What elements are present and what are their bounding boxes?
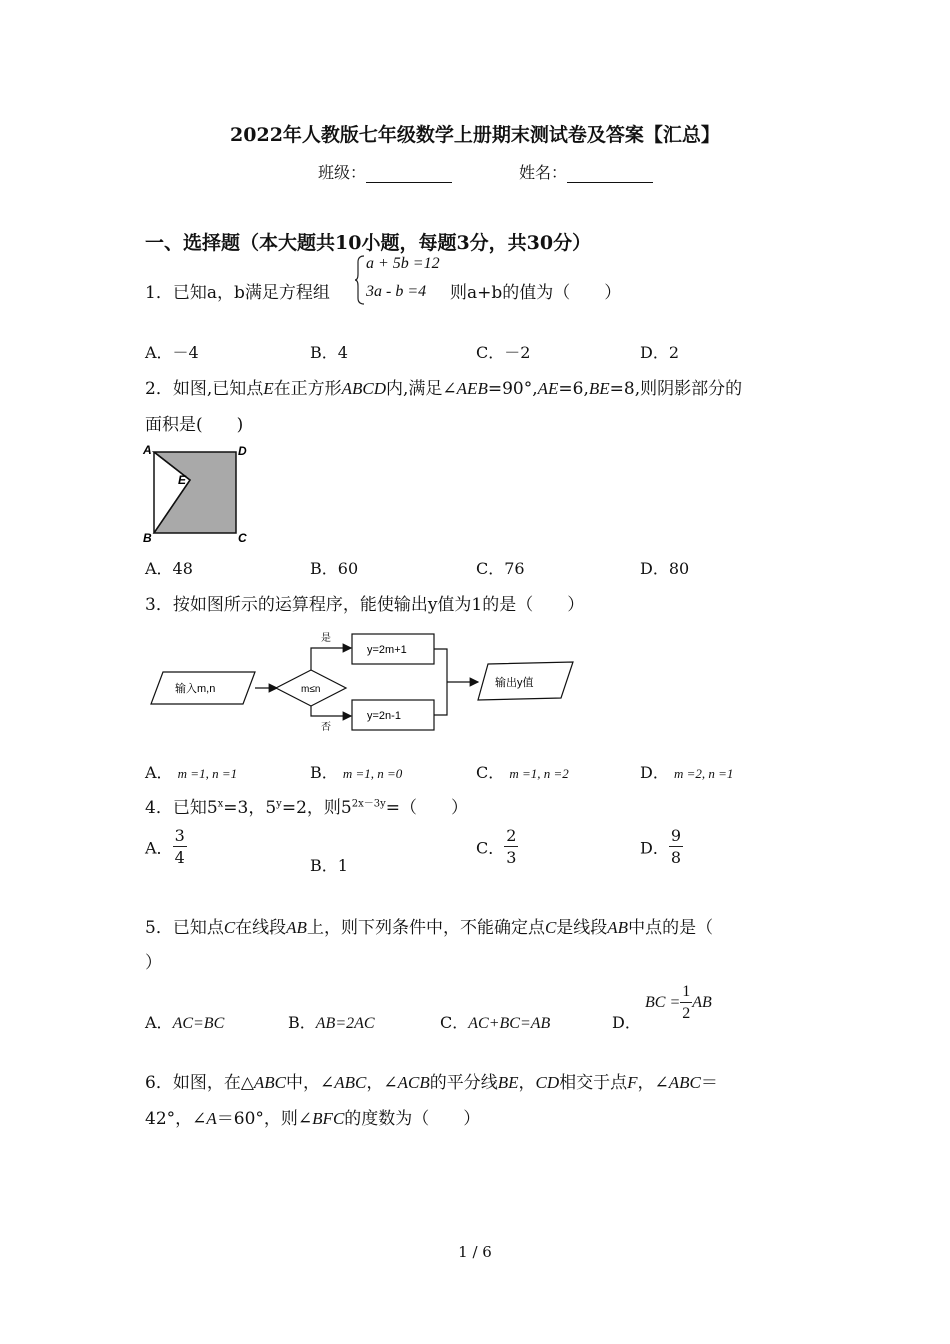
input-label: 输入m,n bbox=[175, 683, 216, 695]
yes-label: 是 bbox=[321, 633, 331, 644]
name-blank[interactable] bbox=[567, 166, 653, 183]
label-d: D bbox=[238, 444, 247, 458]
q1-option-a[interactable]: A．－4 bbox=[145, 343, 199, 362]
name-label: 姓名： bbox=[519, 163, 568, 182]
question-6-line2: 42°，∠A＝60°，则∠BFC的度数为（ ） bbox=[145, 1109, 481, 1129]
output-label: 输出y值 bbox=[495, 677, 534, 689]
name-field bbox=[519, 160, 653, 183]
condition-label: m≤n bbox=[301, 684, 321, 695]
q1-option-b[interactable]: B．4 bbox=[310, 343, 348, 362]
q2-option-b[interactable]: B．60 bbox=[310, 559, 359, 578]
question-1 bbox=[145, 278, 330, 303]
q3-option-a[interactable]: A． m =1, n =1 bbox=[145, 763, 238, 782]
q3-option-c[interactable]: C． m =1, n =2 bbox=[476, 763, 569, 782]
question-2-line2: 面积是( ) bbox=[145, 415, 244, 435]
q2-option-d[interactable]: D．80 bbox=[640, 559, 690, 578]
question-4: 4．已知$5^x=3$，$5^y=2$，则$5^{2x-3y}=$（ ） bbox=[145, 798, 468, 818]
question-6: 6．如图，在△ABC中，∠ABC，∠ACB的平分线BE，CD相交于点F，∠ABC＝ bbox=[145, 1073, 718, 1093]
q3-option-b[interactable]: B． m =1, n =0 bbox=[310, 763, 403, 782]
question-5: 5．已知点C在线段AB上，则下列条件中，不能确定点C是线段AB中点的是（ bbox=[145, 918, 714, 938]
shaded-region bbox=[154, 452, 236, 533]
label-e: E bbox=[178, 473, 187, 487]
class-blank[interactable] bbox=[366, 166, 452, 183]
page-title: 2022年人教版七年级数学上册期末测试卷及答案【汇总】 bbox=[230, 124, 720, 146]
q5-option-b[interactable]: B．AB=2AC bbox=[288, 1013, 375, 1032]
flowchart bbox=[145, 626, 585, 738]
q5-option-a[interactable]: A．AC=BC bbox=[145, 1013, 225, 1032]
label-b: B bbox=[143, 531, 152, 545]
top-box-label: y=2m+1 bbox=[367, 644, 407, 656]
q5-option-d[interactable]: D． bbox=[612, 1013, 641, 1032]
q5-option-c[interactable]: C．AC+BC=AB bbox=[440, 1013, 551, 1032]
q1-eq2: 3a - b =4 bbox=[366, 283, 427, 300]
q4-option-a[interactable]: A． $\frac{3}{4}$ bbox=[145, 826, 185, 867]
q3-option-d[interactable]: D． m =2, n =1 bbox=[640, 763, 734, 782]
bottom-box-label: y=2n-1 bbox=[367, 710, 401, 722]
q4-option-c[interactable]: C． $\frac{2}{3}$ bbox=[476, 826, 517, 867]
q1-suffix: 则a+b的值为（ ） bbox=[450, 283, 622, 303]
square-figure bbox=[140, 440, 260, 548]
q1-prefix: 1．已知a，b满足方程组 bbox=[145, 283, 330, 303]
q1-eq1: a + 5b =12 bbox=[366, 255, 440, 272]
q1-option-d[interactable]: D．2 bbox=[640, 343, 680, 362]
section-heading: 一、选择题（本大题共10小题，每题3分，共30分） bbox=[145, 232, 592, 254]
q4-option-b[interactable]: B．1 bbox=[310, 856, 348, 875]
question-3: 3．按如图所示的运算程序，能使输出y值为1的是（ ） bbox=[145, 595, 585, 615]
question-5-line2: ） bbox=[145, 953, 162, 973]
q2-option-a[interactable]: A．48 bbox=[145, 559, 193, 578]
q2-option-c[interactable]: C．76 bbox=[476, 559, 525, 578]
brace-icon bbox=[354, 254, 366, 306]
page-number: 1 / 6 bbox=[458, 1243, 492, 1261]
label-a: A bbox=[143, 443, 152, 457]
label-c: C bbox=[238, 531, 247, 545]
q4-option-d[interactable]: D． $\frac{9}{8}$ bbox=[640, 826, 682, 867]
q1-option-c[interactable]: C．－2 bbox=[476, 343, 531, 362]
no-label: 否 bbox=[321, 722, 331, 733]
class-field bbox=[318, 160, 452, 183]
class-label: 班级： bbox=[318, 163, 367, 182]
q5-option-d-expr: BC = $\frac{1}{2}$ AB bbox=[645, 983, 712, 1022]
question-2: 2．如图,已知点E在正方形ABCD内,满足∠AEB=90°,AE=6,BE=8,则阴影部分的 bbox=[145, 379, 743, 399]
